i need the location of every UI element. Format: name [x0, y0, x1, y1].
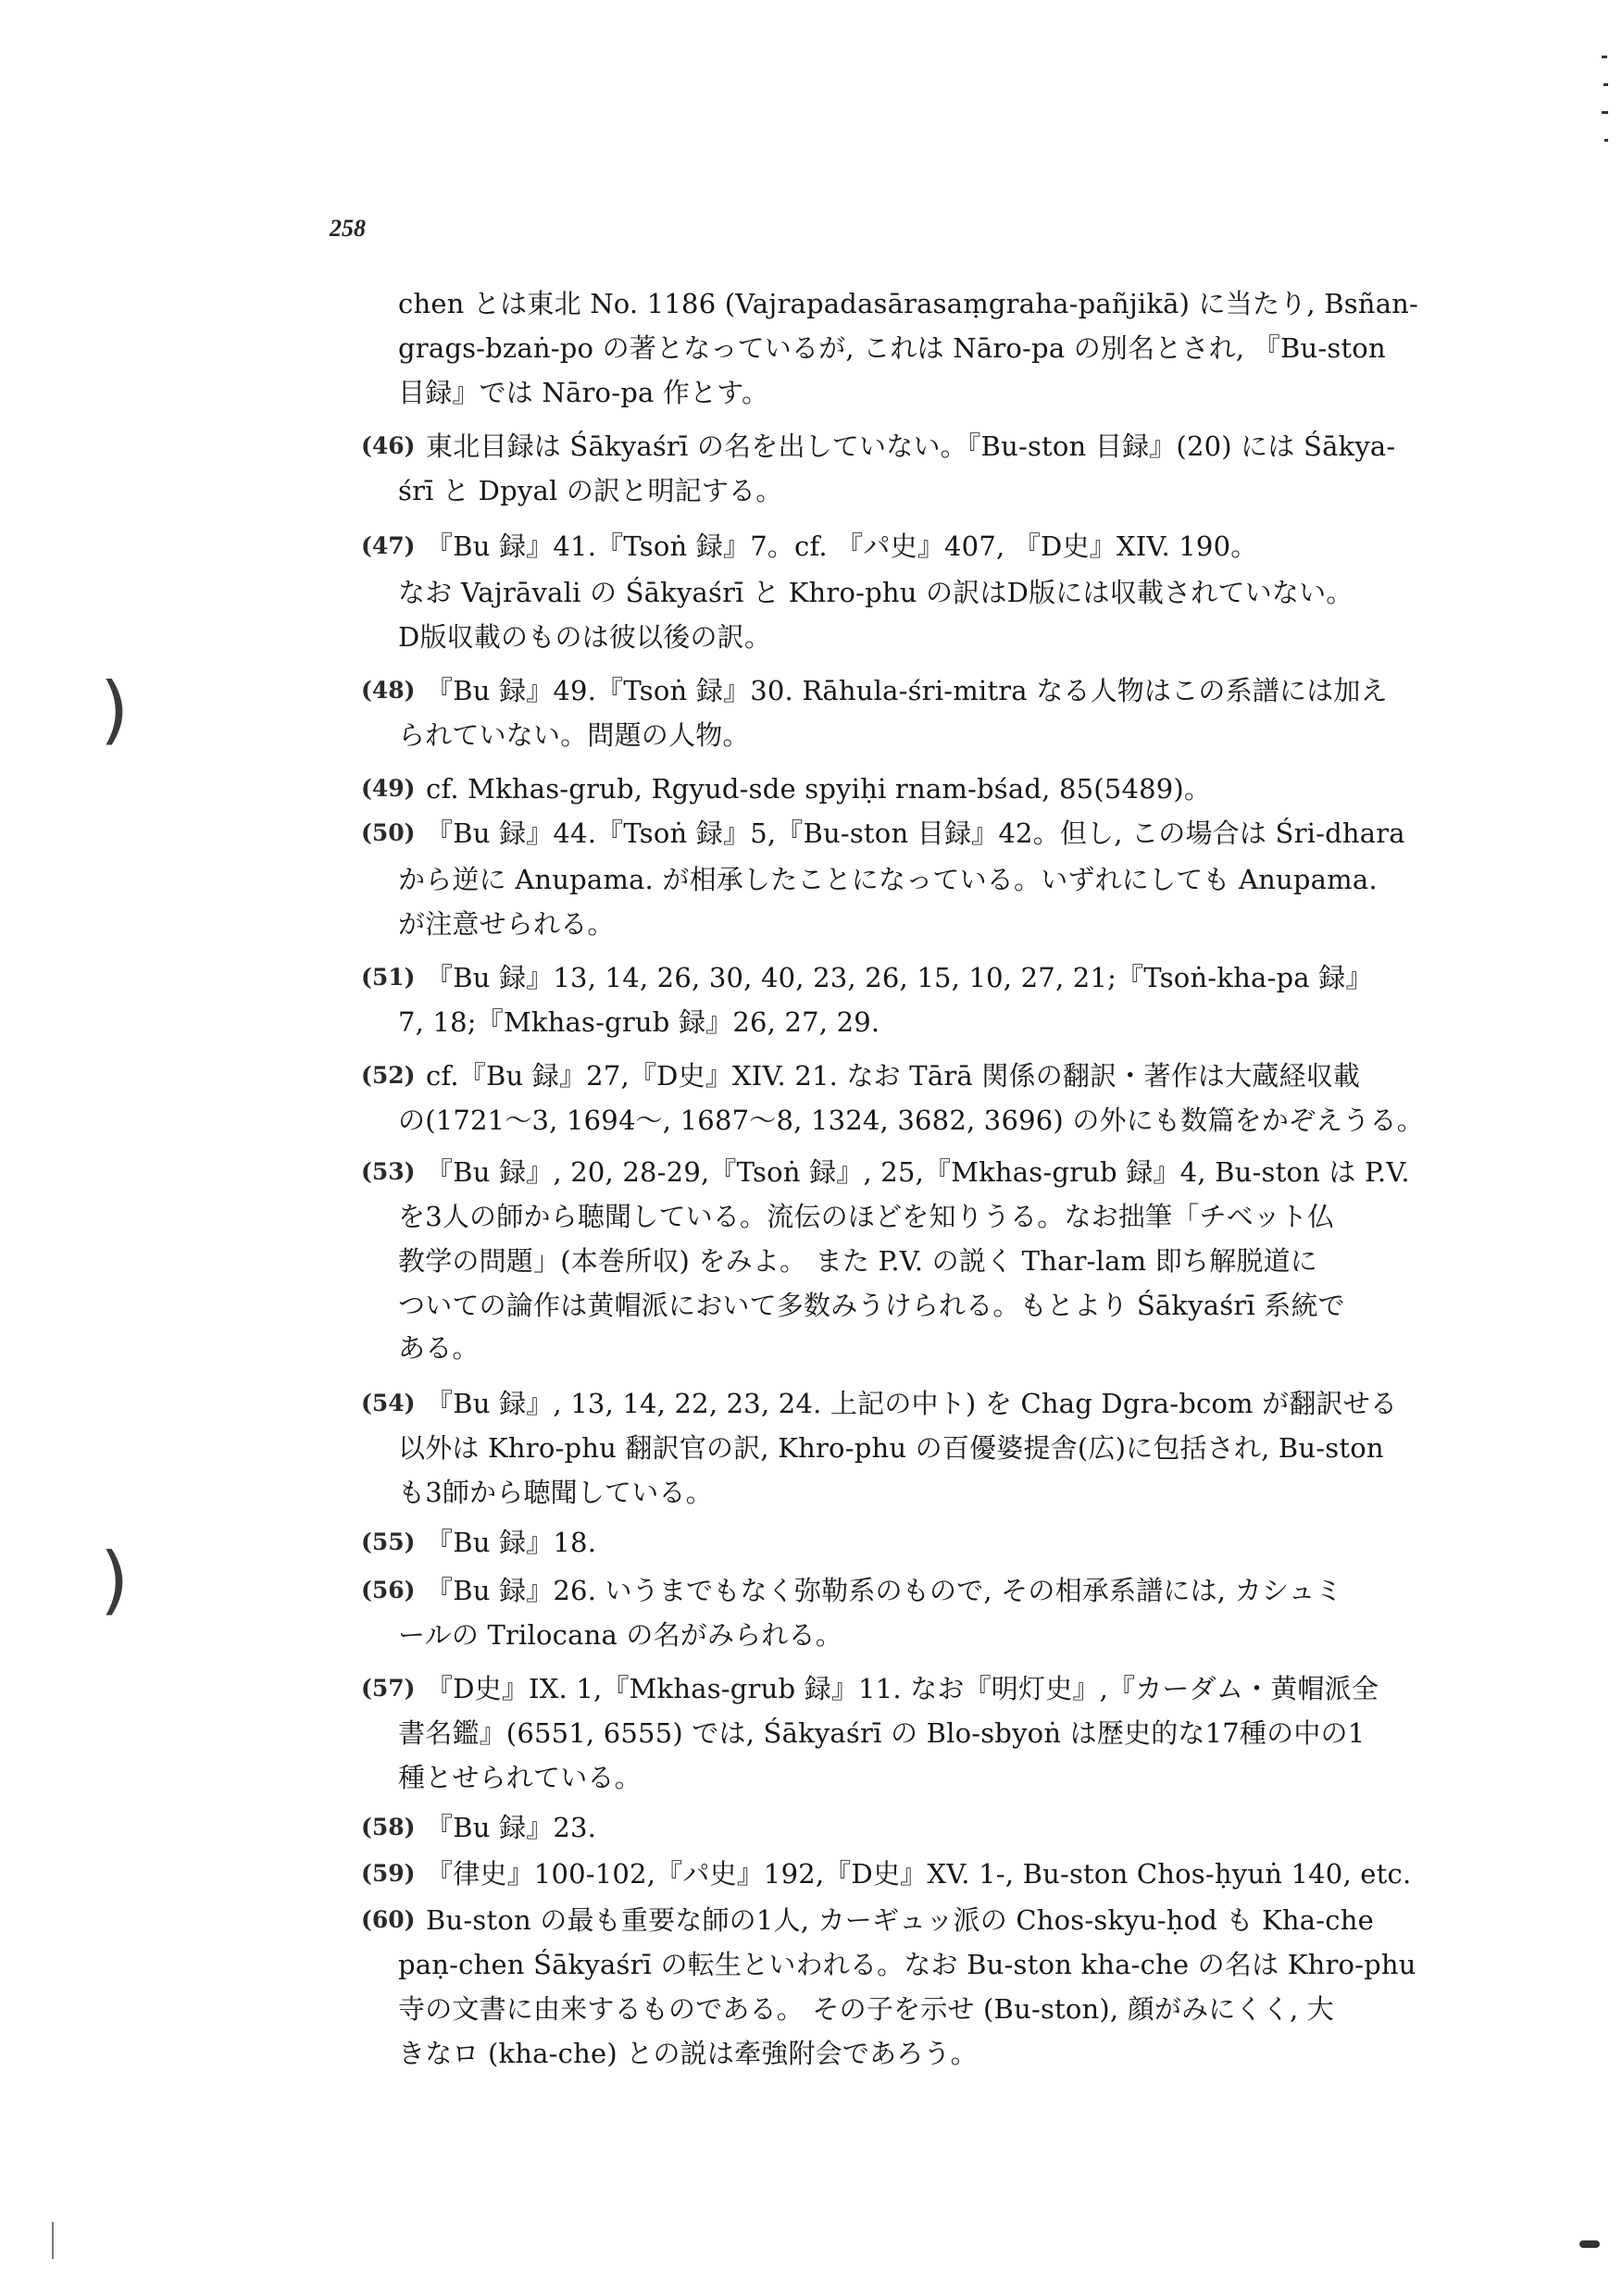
scan-speck [1603, 83, 1608, 86]
note-60-line-4: きなロ (kha-che) との説は牽強附会であろう。 [398, 2038, 978, 2069]
note-number: (51) [361, 964, 416, 991]
note-45-line-1: chen とは東北 No. 1186 (Vajrapadasārasaṃgraha-pañjikā) に当たり, Bsñan- [398, 288, 1419, 319]
note-56-line-1: 『Bu 録』26. いうまでもなく弥勒系のもので, その相承系譜には, カシュミ [426, 1575, 1342, 1606]
note-60-line-2: paṇ-chen Śākyaśrī の転生といわれる。なお Bu-ston kha-che の名は Khro-phu [398, 1949, 1416, 1980]
note-47-line-2: なお Vajrāvali の Śākyaśrī と Khro-phu の訳はD版には収載されていない。 [398, 577, 1354, 608]
scan-speck [52, 2222, 54, 2259]
note-58-line-1: 『Bu 録』23. [426, 1812, 597, 1843]
note-number: (59) [361, 1860, 416, 1887]
scan-speck [1579, 2240, 1600, 2248]
page-number: 258 [330, 215, 366, 242]
note-number: (46) [361, 432, 416, 459]
note-number: (55) [361, 1529, 416, 1555]
note-54-line-1: 『Bu 録』, 13, 14, 22, 23, 24. 上記の中ト) を Chag Dgra-bcom が翻訳せる [426, 1388, 1398, 1419]
note-number: (50) [361, 819, 416, 846]
note-47-line-3: D版収載のものは彼以後の訳。 [398, 621, 772, 653]
note-57-line-3: 種とせられている。 [398, 1762, 642, 1793]
note-47-line-1: 『Bu 録』41.『Tsoṅ 録』7。cf. 『パ史』407, 『D史』XIV. 190。 [426, 530, 1258, 562]
note-59-line-1: 『律史』100-102,『パ史』192,『D史』XV. 1-, Bu-ston Chos-ḥyuṅ 140, etc. [426, 1858, 1412, 1890]
note-57-line-1: 『D史』IX. 1,『Mkhas-grub 録』11. なお『明灯史』,『カーダム・黄帽派全 [426, 1673, 1379, 1704]
note-53-line-3: 教学の問題」(本巻所収) をみよ。 また P.V. の説く Thar-lam 即ち解脱道に [398, 1245, 1317, 1277]
note-48-line-2: られていない。問題の人物。 [398, 719, 750, 751]
note-50-line-1: 『Bu 録』44.『Tsoṅ 録』5,『Bu-ston 目録』42。但し, この場合は Śri-dhara [426, 817, 1405, 849]
note-number: (48) [361, 677, 416, 704]
note-number: (52) [361, 1062, 416, 1089]
scan-speck [1604, 139, 1608, 142]
note-52-line-2: の(1721〜3, 1694〜, 1687〜8, 1324, 3682, 3696) の外にも数篇をかぞえうる。 [398, 1104, 1424, 1136]
note-52-line-1: cf.『Bu 録』27,『D史』XIV. 21. なお Tārā 関係の翻訳・著作は大蔵経収載 [426, 1060, 1361, 1092]
note-54-line-3: も3師から聴聞している。 [398, 1477, 713, 1508]
note-49-line-1: cf. Mkhas-grub, Rgyud-sde spyiḥi rnam-bśad, 85(5489)。 [426, 773, 1212, 805]
note-56-line-2: ールの Trilocana の名がみられる。 [398, 1619, 842, 1651]
note-53-line-5: ある。 [398, 1332, 480, 1364]
note-number: (53) [361, 1158, 416, 1185]
note-60-line-3: 寺の文書に由来するものである。 その子を示せ (Bu-ston), 顔がみにくく, 大 [398, 1993, 1334, 2025]
note-54-line-2: 以外は Khro-phu 翻訳官の訳, Khro-phu の百優婆提舎(広)に包括され, Bu-ston [398, 1432, 1384, 1464]
note-53-line-4: ついての論作は黄帽派において多数みうけられる。もとより Śākyaśrī 系統で [398, 1290, 1345, 1321]
note-number: (57) [361, 1675, 416, 1702]
note-51-line-1: 『Bu 録』13, 14, 26, 30, 40, 23, 26, 15, 10, 27, 21;『Tsoṅ-kha-pa 録』 [426, 962, 1373, 993]
note-number: (49) [361, 775, 416, 802]
note-45-line-2: grags-bzaṅ-po の著となっているが, これは Nāro-pa の別名とされ, 『Bu-ston [398, 332, 1386, 364]
note-50-line-2: から逆に Anupama. が相承したことになっている。いずれにしても Anupama. [398, 864, 1378, 895]
note-number: (47) [361, 532, 416, 559]
note-number: (60) [361, 1906, 416, 1933]
note-60-line-1: Bu-ston の最も重要な師の1人, カーギュッ派の Chos-skyu-ḥod も Kha-che [426, 1904, 1374, 1936]
note-48-line-1: 『Bu 録』49.『Tsoṅ 録』30. Rāhula-śri-mitra なる人物はこの系譜には加え [426, 675, 1388, 706]
note-51-line-2: 7, 18;『Mkhas-grub 録』26, 27, 29. [398, 1006, 880, 1038]
note-50-line-3: が注意せられる。 [398, 908, 615, 940]
note-45-line-3: 目録』では Nāro-pa 作とす。 [398, 377, 769, 408]
binding-hole-mark: ) [100, 667, 130, 753]
binding-hole-mark: ) [100, 1537, 130, 1623]
note-number: (58) [361, 1814, 416, 1841]
note-55-line-1: 『Bu 録』18. [426, 1527, 597, 1558]
note-46-line-1: 東北目録は Śākyaśrī の名を出していない。『Bu-ston 目録』(20) には Śākya- [426, 430, 1396, 462]
note-46-line-2: śrī と Dpyal の訳と明記する。 [398, 475, 783, 506]
note-number: (56) [361, 1577, 416, 1603]
note-53-line-1: 『Bu 録』, 20, 28-29,『Tsoṅ 録』, 25,『Mkhas-grub 録』4, Bu-ston は P.V. [426, 1156, 1410, 1188]
scan-speck [1602, 111, 1608, 114]
note-57-line-2: 書名鑑』(6551, 6555) では, Śākyaśrī の Blo-sbyoṅ は歴史的な17種の中の1 [398, 1717, 1366, 1749]
note-number: (54) [361, 1390, 416, 1416]
scan-speck [1602, 56, 1607, 58]
note-53-line-2: を3人の師から聴聞している。流伝のほどを知りうる。なお拙筆「チベット仏 [398, 1201, 1335, 1232]
